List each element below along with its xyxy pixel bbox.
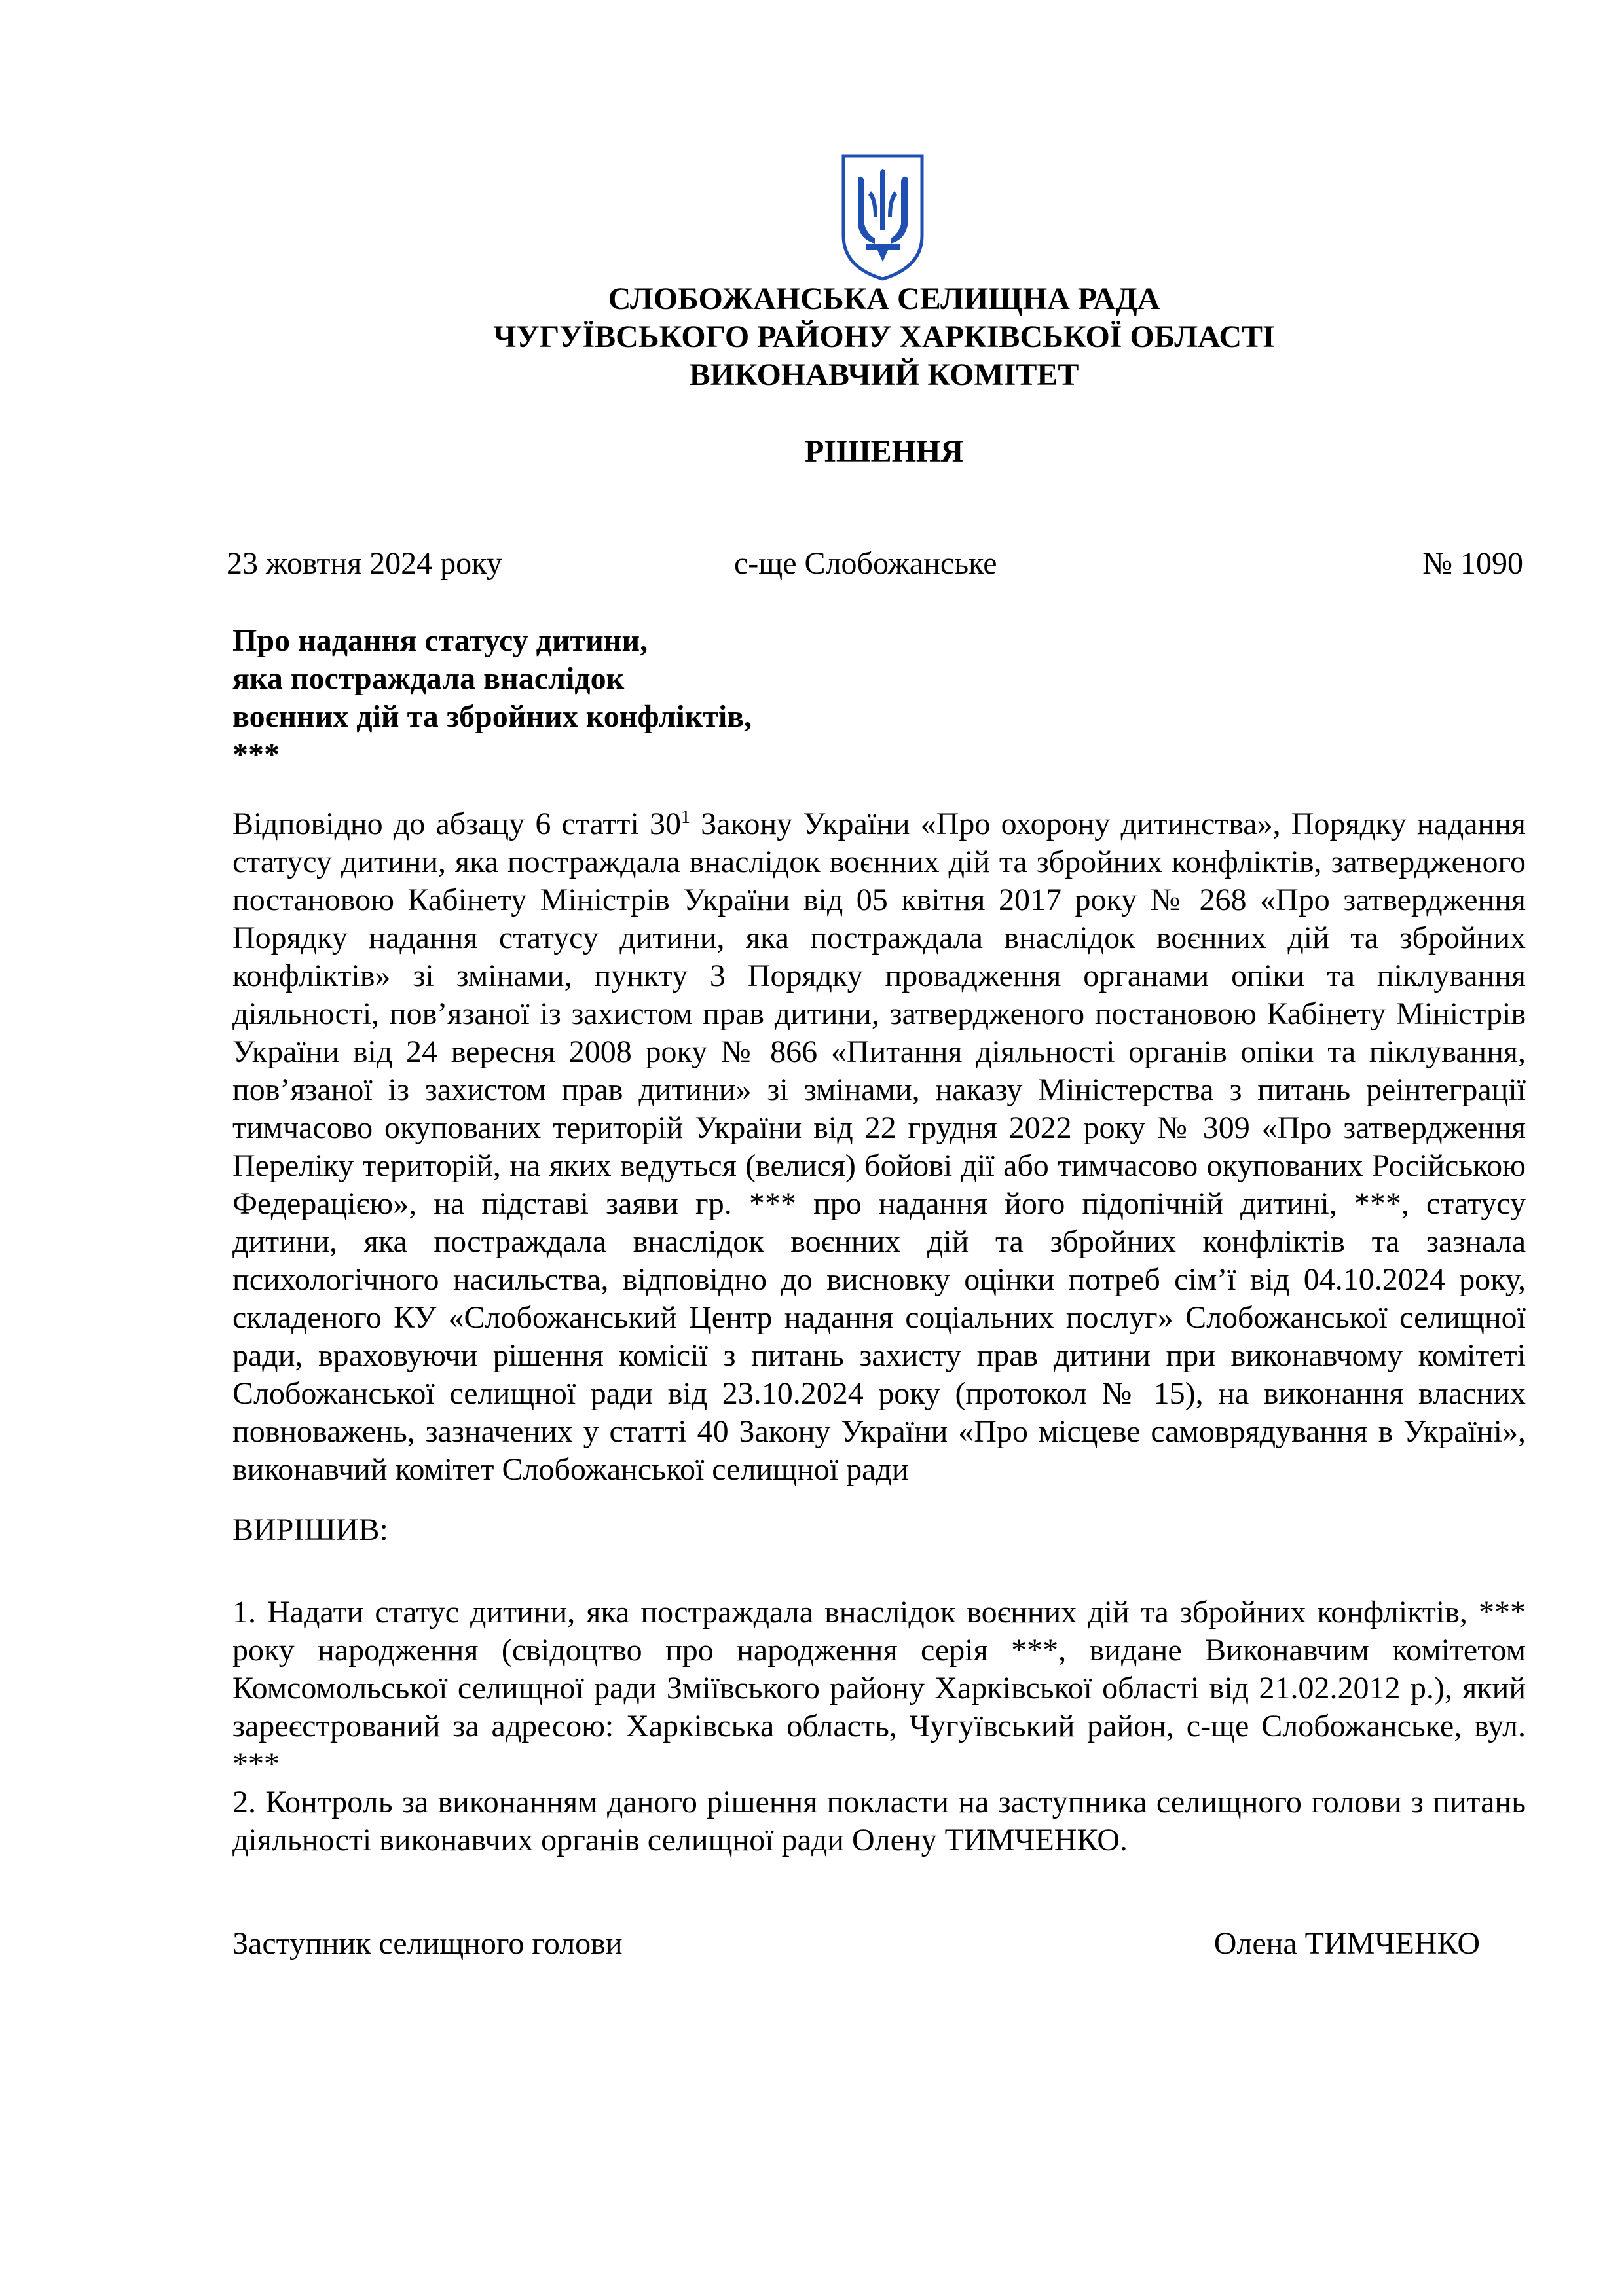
document-meta-row (227, 545, 1523, 584)
organization-header (262, 280, 1506, 394)
document-date: 23 жовтня 2024 року (227, 546, 502, 581)
decision-subject (232, 622, 1018, 774)
signature-block (232, 1925, 1480, 1964)
subject-line: *** (232, 737, 280, 772)
decision-item: 1. Надати статус дитини, яка постраждала внаслідок воєнних дій та збройних конфліктів, *** року народження (свідоцтво про народження серія ***, видане Виконавчим комітетом Комсомольської селищної ради Зміївського району Харківської області від 21.02.2012 р.), який зареєстрований за адресою: Харківська область, Чугуївський район, с-ще Слобожанське, вул. *** (232, 1595, 1526, 1781)
decided-heading: ВИРІШИВ: (232, 1512, 388, 1547)
signatory-name: Олена ТИМЧЕНКО (1213, 1926, 1480, 1961)
document-type-title: РІШЕННЯ (804, 434, 964, 469)
header-line-district: ЧУГУЇВСЬКОГО РАЙОНУ ХАРКІВСЬКОЇ ОБЛАСТІ (493, 319, 1275, 354)
preamble-text-start: Відповідно до абзацу 6 статті 30 (232, 807, 682, 841)
article-superscript: 1 (681, 807, 691, 828)
subject-line: яка постраждала внаслідок (232, 661, 625, 696)
document-number: № 1090 (1422, 546, 1523, 581)
header-line-council: СЛОБОЖАНСЬКА СЕЛИЩНА РАДА (608, 282, 1160, 316)
signatory-position: Заступник селищного голови (232, 1926, 623, 1961)
coat-of-arms-icon (840, 152, 926, 283)
document-place: с-ще Слобожанське (734, 546, 997, 581)
preamble-text-rest: Закону України «Про охорону дитинства», Порядку надання статусу дитини, яка постраждала внаслідок воєнних дій та збройних конфліктів, затвердженого постановою Кабінету Міністрів України від 05 квітня 2017 року № 268 «Про затвердження Порядку надання статусу дитини, яка постраждала внаслідок воєнних дій та збройних конфліктів» зі змінами, пункту 3 Порядку провадження органами опіки та піклування діяльності, пов’язаної із захистом прав дитини, затвердженого постановою Кабінету Міністрів України від 24 вересня 2008 року № 866 «Питання діяльності органів опіки та піклування, пов’язаної із захистом прав дитини» зі змінами, наказу Міністерства з питань реінтеграції тимчасово окупованих територій України від 22 грудня 2022 року № 309 «Про затвердження Переліку територій, на яких ведуться (велися) бойові дії або тимчасово окупованих Російською Федерацією», на підставі заяви гр. *** про надання його підопічній дитині, ***, статусу дитини, яка постраждала внаслідок воєнних дій та збройних конфліктів та зазнала психологічного насильства, відповідно до висновку оцінки потреб сім’ї від 04.10.2024 року, складеного КУ «Слобожанський Центр надання соціальних послуг» Слобожанської селищної ради, враховуючи рішення комісії з питань захисту прав дитини при виконавчому комітеті Слобожанської селищної ради від 23.10.2024 року (протокол № 15), на виконання власних повноважень, зазначених у статті 40 Закону України «Про місцеве самоврядування в Україні», виконавчий комітет Слобожанської селищної ради (232, 807, 1526, 1487)
subject-line: воєнних дій та збройних конфліктів, (232, 699, 752, 734)
subject-line: Про надання статусу дитини, (232, 623, 648, 658)
preamble-paragraph (232, 805, 1526, 1489)
decision-item: 2. Контроль за виконанням даного рішення покласти на заступника селищного голови з питань діяльності виконавчих органів селищної ради Олену ТИМЧЕНКО. (232, 1785, 1526, 1857)
decision-items (232, 1594, 1526, 1859)
header-line-committee: ВИКОНАВЧИЙ КОМІТЕТ (689, 357, 1079, 392)
